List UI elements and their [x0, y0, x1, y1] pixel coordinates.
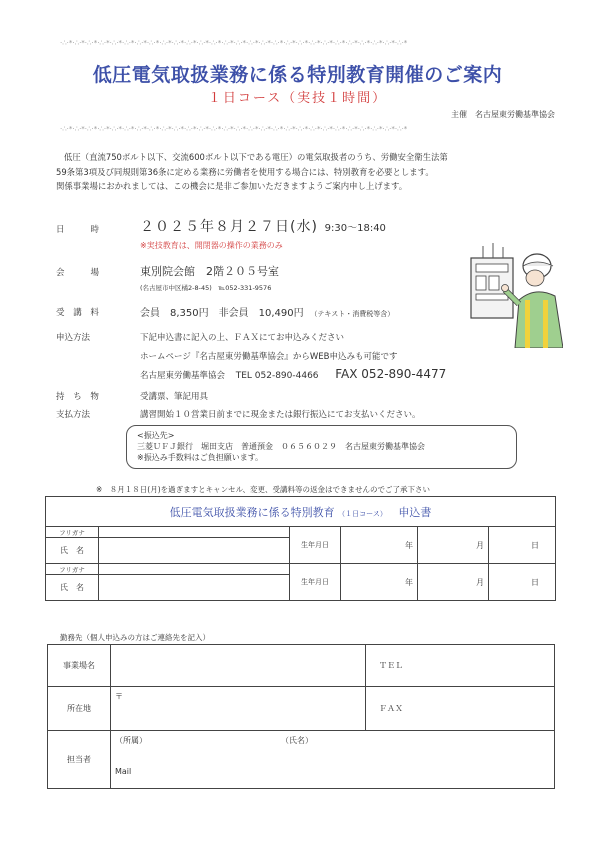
year-label: 年: [405, 540, 413, 550]
company-input[interactable]: [111, 645, 366, 687]
applicant1-furigana-row: [46, 527, 556, 538]
form-title-end: 申込書: [398, 505, 432, 519]
birth-month[interactable]: [418, 527, 489, 564]
day-label: 日: [531, 540, 539, 550]
applicant2-furigana-row: [46, 564, 556, 575]
fee-row: [140, 304, 394, 319]
apply-line-2: ホームページ『名古屋東労働基準協会』からWEB申込みも可能です: [140, 352, 398, 362]
month-label: 月: [476, 577, 484, 587]
day-label: 日: [531, 577, 539, 587]
name-label: 氏 名: [46, 575, 99, 601]
apply-org: 名古屋東労働基準協会: [140, 371, 226, 381]
contact-name-label: （氏名）: [281, 736, 313, 745]
form-title-row: [46, 497, 556, 527]
pay-value: 講習開始１０営業日前までに現金または銀行振込にてお支払いください。: [140, 410, 421, 420]
organizer: 主催 名古屋東労働基準協会: [451, 110, 555, 119]
postal-mark: 〒: [115, 692, 123, 701]
bring-label: 持 ち 物: [56, 392, 102, 402]
birth-label: 生年月日: [290, 527, 341, 564]
fax-input[interactable]: [416, 687, 555, 731]
date-value: ２０２５年８月２７日(水): [140, 219, 318, 235]
bring-value: 受講票、筆記用具: [140, 392, 209, 402]
address-input[interactable]: [111, 687, 366, 731]
name-input[interactable]: [99, 538, 290, 564]
bank-title: <振込先>: [137, 431, 175, 440]
employer-heading: 勤務先（個人申込みの方はご連絡先を記入）: [60, 633, 210, 642]
apply-line-1: 下記申込書に記入の上、ＦＡＸにてお申込みください: [140, 333, 345, 343]
bank-detail: 三菱ＵＦＪ銀行 堀田支店 普通預金 ０６５６０２９ 名古屋東労働基準協会: [137, 442, 425, 451]
address-label: 所在地: [48, 687, 111, 731]
birth-month[interactable]: [418, 564, 489, 601]
apply-tel: TEL 052-890-4466: [235, 371, 319, 381]
fee-value: 会員 8,350円 非会員 10,490円: [140, 308, 304, 319]
address-row: [48, 687, 555, 731]
decorative-border-top: ·∴·*·∴·*·∴·*·∴·*·∴·*·∴·*·∴·*·∴·*·∴·*·∴·*·∴·*·∴·*·∴·*·∴·*·∴·*·∴·*·∴·*·∴·*·∴·*·∴·*·∴·*·∴·*·∴·*·∴·*·∴·*·∴·*·∴·*·∴·*: [60, 39, 408, 47]
birth-label: 生年月日: [290, 564, 341, 601]
cancel-note: ※ ８月１８日(月)を過ぎますとキャンセル、変更、受講料等の返金はできませんのでご了承下さい: [96, 485, 431, 494]
birth-day[interactable]: [489, 527, 556, 564]
date-label: 日 時: [56, 225, 103, 235]
intro-line-1: 低圧（直流750ボルト以下、交流600ボルト以下である電圧）の電気取扱者のうち、労働安全衛生法第: [64, 152, 448, 162]
venue-value: 東別院会館 2階２０５号室: [140, 265, 279, 278]
form-title-course: （１日コース）: [338, 509, 387, 518]
bank-note: ※振込み手数料はご負担願います。: [137, 453, 264, 462]
form-title: [46, 497, 556, 527]
company-label: 事業場名: [48, 645, 111, 687]
fax-label: ＦＡＸ: [366, 687, 417, 731]
form-title-main: 低圧電気取扱業務に係る特別教育: [169, 505, 335, 519]
birth-day[interactable]: [489, 564, 556, 601]
fee-note: （テキスト・消費税等含）: [310, 310, 395, 318]
furigana-input[interactable]: [99, 564, 290, 575]
tel-input[interactable]: [416, 645, 555, 687]
contact-input[interactable]: [111, 731, 555, 789]
date-note: ※実技教育は、開閉器の操作の業務のみ: [140, 241, 283, 250]
company-row: [48, 645, 555, 687]
bank-info-box: [126, 425, 517, 469]
furigana-input[interactable]: [99, 527, 290, 538]
date-row: [140, 216, 386, 236]
apply-label: 申込方法: [56, 333, 91, 343]
mail-label: Mail: [115, 767, 132, 776]
intro-line-2: 59条第3項及び同規則第36条に定める業務に労働者を使用する場合には、特別教育を必要とします。: [56, 166, 434, 177]
apply-fax: FAX 052-890-4477: [335, 367, 447, 381]
name-label: 氏 名: [46, 538, 99, 564]
year-label: 年: [405, 577, 413, 587]
furigana-label: フリガナ: [46, 527, 99, 538]
tel-label: ＴＥＬ: [366, 645, 417, 687]
contact-label: 担当者: [48, 731, 111, 789]
dept-label: （所属）: [115, 736, 147, 745]
electrician-illustration: [463, 238, 563, 348]
birth-year[interactable]: [341, 564, 418, 601]
decorative-border-bottom: ·∴·*·∴·*·∴·*·∴·*·∴·*·∴·*·∴·*·∴·*·∴·*·∴·*·∴·*·∴·*·∴·*·∴·*·∴·*·∴·*·∴·*·∴·*·∴·*·∴·*·∴·*·∴·*·∴·*·∴·*·∴·*·∴·*·∴·*·∴·*: [60, 125, 408, 133]
employer-table: [47, 644, 555, 789]
apply-contact: [140, 367, 446, 381]
date-time: 9:30～18:40: [324, 223, 386, 234]
intro-line-3: 関係事業場におかれましては、この機会に是非ご参加いただきますようご案内申し上げます。: [56, 181, 408, 191]
birth-year[interactable]: [341, 527, 418, 564]
pay-label: 支払方法: [56, 410, 91, 420]
name-input[interactable]: [99, 575, 290, 601]
month-label: 月: [476, 540, 484, 550]
furigana-label: フリガナ: [46, 564, 99, 575]
application-form-table: [45, 496, 556, 601]
venue-address: (名古屋市中区橘2-8-45) ℡052-331-9576: [140, 284, 272, 292]
venue-label: 会 場: [56, 268, 103, 278]
page-subtitle: １日コース（実技１時間）: [207, 91, 388, 106]
page-title: 低圧電気取扱業務に係る特別教育開催のご案内: [92, 64, 503, 86]
fee-label: 受 講 料: [56, 308, 102, 318]
contact-row: [48, 731, 555, 789]
intro-text: [56, 150, 556, 194]
